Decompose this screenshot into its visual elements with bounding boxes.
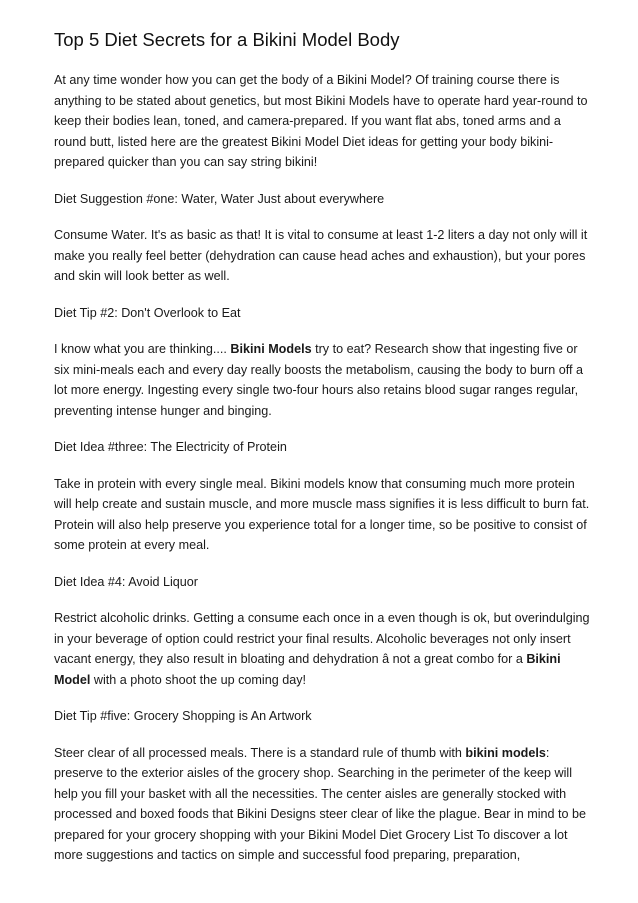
section-body-4-bold: Bikini Model	[54, 652, 561, 687]
document-page	[54, 28, 594, 882]
section-body-4-before: Restrict alcoholic drinks. Getting a consume each once in a even though is ok, but overindulging in your beverage of option could restrict your final results. Alcoholic beverages not only insert vacant energy, they also result in bloating and dehydration â not a great combo for a	[54, 611, 590, 666]
section-heading-4: Diet Idea #4: Avoid Liquor	[54, 574, 198, 589]
section-heading-2: Diet Tip #2: Don't Overlook to Eat	[54, 305, 241, 320]
section-body-1	[54, 225, 594, 287]
section-body-2	[54, 339, 594, 421]
section-heading-5: Diet Tip #five: Grocery Shopping is An Artwork	[54, 709, 312, 723]
section-body-2-bold: Bikini Models	[230, 342, 312, 356]
section-body-5-before: Steer clear of all processed meals. There is a standard rule of thumb with	[54, 745, 466, 760]
section-body-5-bold: bikini models	[465, 745, 546, 760]
section-body-5	[54, 743, 594, 866]
section-body-4	[54, 608, 594, 690]
section-heading-1: Diet Suggestion #one: Water, Water Just about everywhere	[54, 191, 385, 206]
section-body-1-text: Consume Water. It's as basic as that! It is vital to consume at least 1-2 liters a day not only will it make you really feel better (dehydration can cause head aches and exhaustion), but your pores and skin will look better as well.	[54, 228, 588, 283]
section-body-4-after: with a photo shoot the up coming day!	[90, 672, 307, 687]
section-body-2-after: try to eat? Research show that ingesting five or six mini-meals each and every day really boosts the metabolism, causing the body to burn off a lot more energy. Ingesting every single two-four hours also retains blood sugar ranges regular, preventing intense hunger and binging.	[54, 342, 583, 418]
section-heading-3: Diet Idea #three: The Electricity of Protein	[54, 440, 287, 454]
section-body-5-after: : preserve to the exterior aisles of the grocery shop. Searching in the perimeter of the keep will help you fill your basket with all the necessities. The center aisles are generally stocked with processed and boxed foods that Bikini Designs steer clear of like the plague. Bear in mind to be prepared for your grocery shopping with your Bikini Model Diet Grocery List To discover a lot more suggestions and tactics on simple and successful food preparing, preparation,	[54, 745, 587, 862]
section-body-2-before: I know what you are thinking....	[54, 342, 231, 356]
document-title: Top 5 Diet Secrets for a Bikini Model Body	[54, 29, 400, 50]
intro-paragraph: At any time wonder how you can get the body of a Bikini Model? Of training course there is anything to be stated about genetics, but most Bikini Models have to operate hard year-round to keep their bodies lean, toned, and camera-prepared. If you want flat abs, toned arms and a round butt, listed here are the greatest Bikini Model Diet ideas for getting your body bikini-prepared quicker than you can say string bikini!	[54, 73, 588, 169]
section-body-3	[54, 474, 594, 556]
section-body-3-text: Take in protein with every single meal. Bikini models know that consuming much more protein will help create and sustain muscle, and more muscle mass signifies it is less difficult to burn fat. Protein will also help preserve you experience total for a longer time, so be positive to consist of some protein at every meal.	[54, 476, 590, 552]
